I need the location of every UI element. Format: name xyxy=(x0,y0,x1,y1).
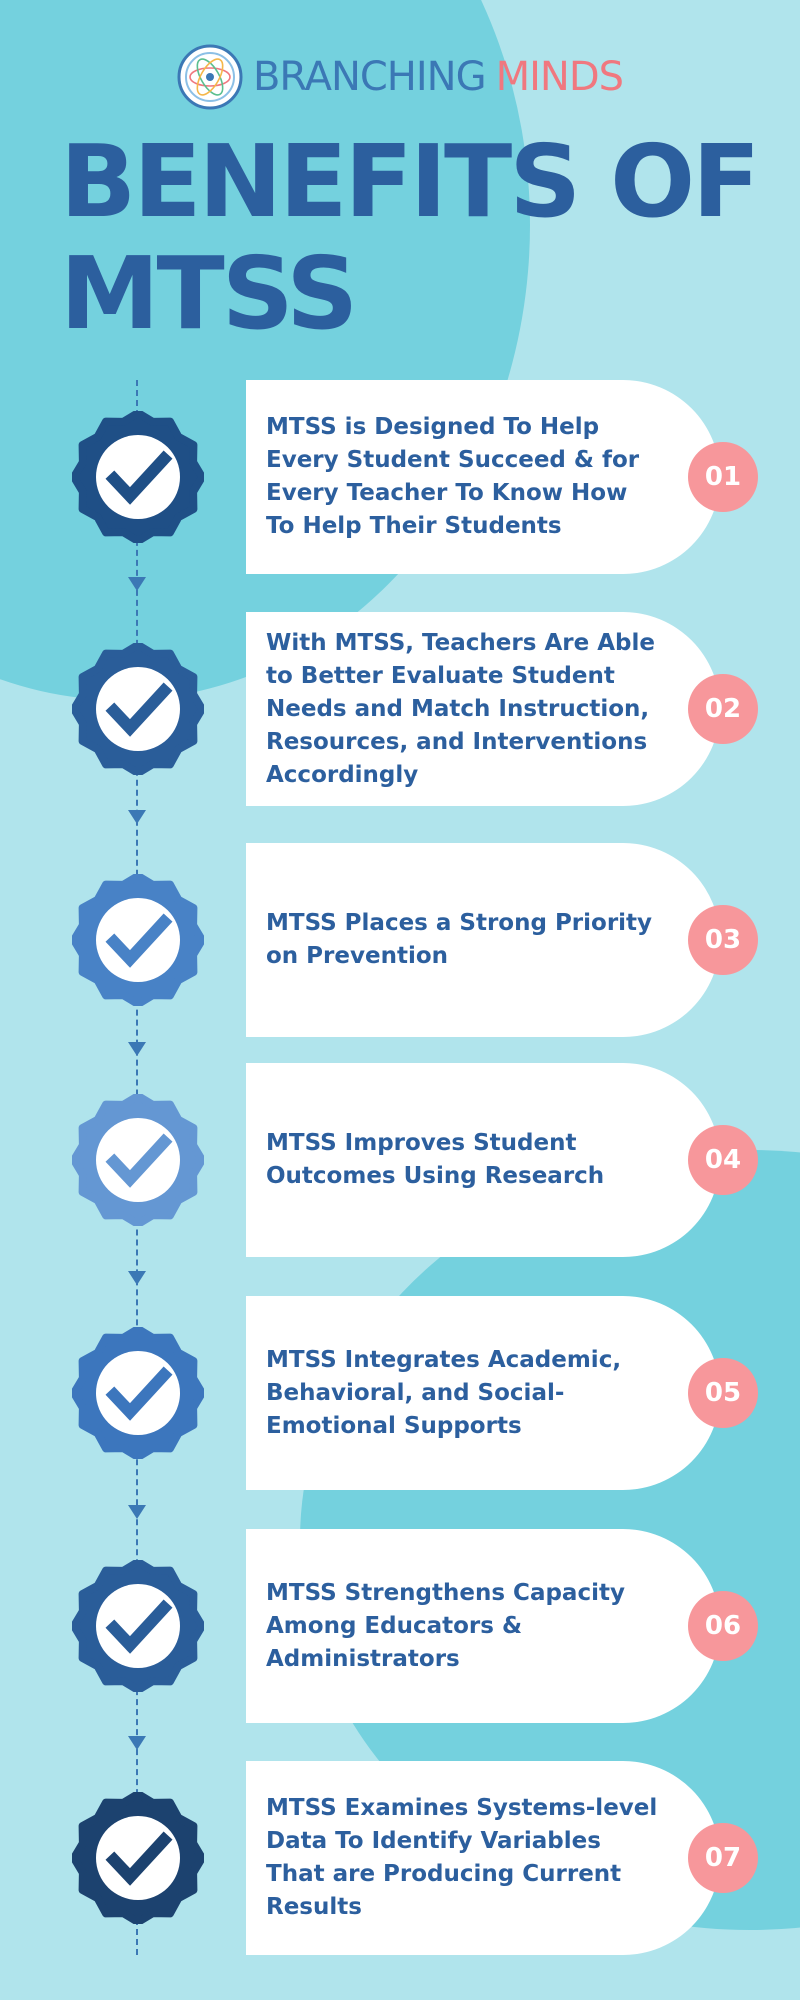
logo-text-minds: MINDS xyxy=(495,54,624,100)
benefit-number-badge: 01 xyxy=(688,442,758,512)
benefit-card xyxy=(246,1063,720,1257)
benefit-text: MTSS Integrates Academic, Behavioral, and Social-Emotional Supports xyxy=(266,1346,622,1439)
timeline-arrow-icon xyxy=(128,1271,146,1285)
benefit-text: MTSS Strengthens Capacity Among Educators & Administrators xyxy=(266,1579,625,1672)
logo-text xyxy=(253,54,623,100)
benefit-number-badge: 05 xyxy=(688,1358,758,1428)
check-badge-icon xyxy=(72,1094,204,1226)
benefit-card xyxy=(246,1761,720,1955)
timeline-arrow-icon xyxy=(128,1736,146,1750)
timeline-arrow-icon xyxy=(128,577,146,591)
benefit-card xyxy=(246,1529,720,1723)
check-badge-icon xyxy=(72,874,204,1006)
benefit-number-badge: 02 xyxy=(688,674,758,744)
timeline-arrow-icon xyxy=(128,1505,146,1519)
check-badge-icon xyxy=(72,411,204,543)
benefit-card xyxy=(246,1296,720,1490)
benefit-text: MTSS Examines Systems-level Data To Identify Variables That are Producing Current Results xyxy=(266,1795,658,1920)
benefit-text: With MTSS, Teachers Are Able to Better Evaluate Student Needs and Match Instruction, Resources, and Interventions Accordingly xyxy=(266,629,655,788)
benefit-text: MTSS Places a Strong Priority on Prevention xyxy=(266,910,653,969)
benefit-number-badge: 07 xyxy=(688,1823,758,1893)
benefit-text: MTSS is Designed To Help Every Student Succeed & for Every Teacher To Know How To Help Their Students xyxy=(266,414,640,539)
logo-mark-icon xyxy=(177,44,243,110)
benefit-number-badge: 03 xyxy=(688,905,758,975)
check-badge-icon xyxy=(72,643,204,775)
logo-text-branching: BRANCHING xyxy=(252,54,486,100)
check-badge-icon xyxy=(72,1327,204,1459)
benefit-card xyxy=(246,612,720,806)
timeline-arrow-icon xyxy=(128,810,146,824)
check-badge-icon xyxy=(72,1560,204,1692)
benefit-number-badge: 04 xyxy=(688,1125,758,1195)
check-badge-icon xyxy=(72,1792,204,1924)
benefit-card xyxy=(246,380,720,574)
timeline-arrow-icon xyxy=(128,1042,146,1056)
brand-logo xyxy=(0,44,800,110)
title-line-2: MTSS xyxy=(60,235,356,352)
benefit-card xyxy=(246,843,720,1037)
title-line-1: BENEFITS OF xyxy=(60,123,758,240)
page-title xyxy=(60,123,758,352)
benefit-text: MTSS Improves Student Outcomes Using Research xyxy=(266,1130,605,1189)
benefit-number-badge: 06 xyxy=(688,1591,758,1661)
